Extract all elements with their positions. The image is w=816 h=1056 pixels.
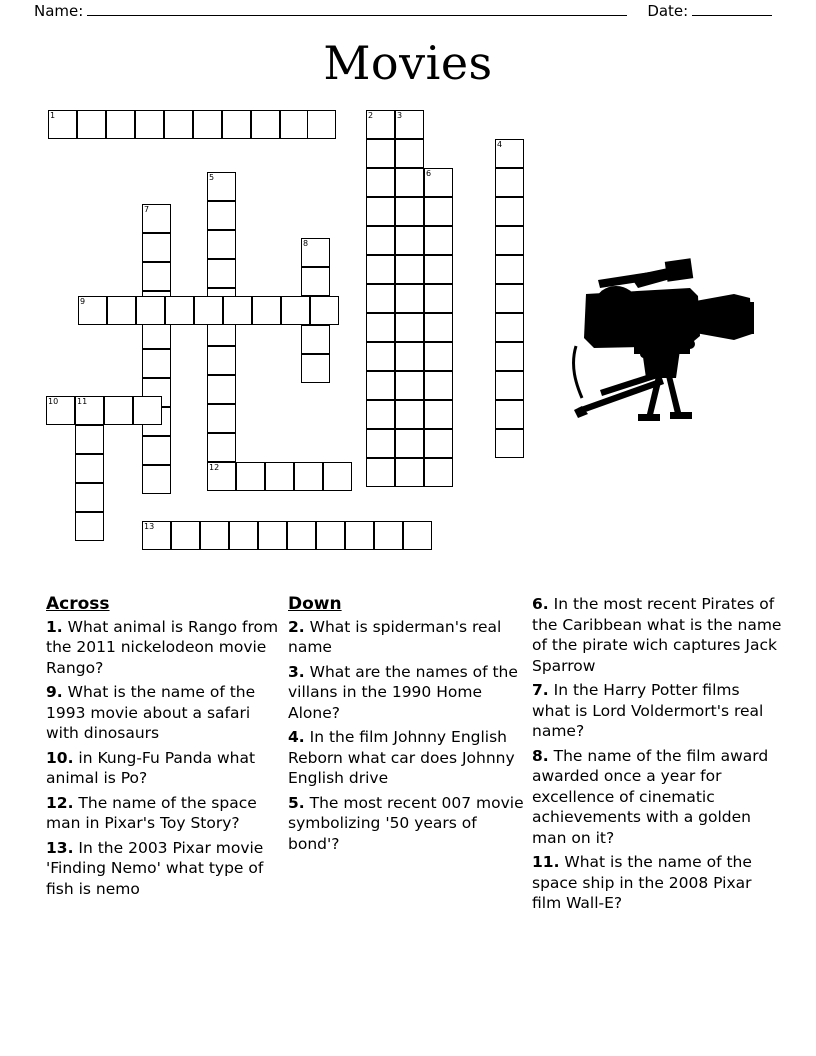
grid-cell[interactable] — [366, 429, 395, 458]
grid-cell-number: 4 — [497, 140, 503, 149]
grid-cell[interactable] — [164, 110, 193, 139]
grid-cell[interactable] — [142, 262, 171, 291]
grid-cell[interactable] — [301, 354, 330, 383]
clue-text: What is spiderman's real name — [288, 617, 502, 656]
grid-cell[interactable] — [395, 168, 424, 197]
grid-cell[interactable] — [395, 284, 424, 313]
grid-cell-number: 5 — [209, 173, 215, 182]
grid-cell[interactable] — [301, 267, 330, 296]
clue-number: 8. — [532, 746, 549, 765]
grid-cell[interactable] — [236, 462, 265, 491]
grid-cell[interactable] — [366, 284, 395, 313]
grid-cell[interactable] — [252, 296, 281, 325]
clue-text: in Kung-Fu Panda what animal is Po? — [46, 748, 256, 787]
grid-cell-number: 12 — [209, 463, 220, 472]
across-column — [46, 594, 282, 903]
grid-cell[interactable] — [345, 521, 374, 550]
grid-cell[interactable] — [424, 400, 453, 429]
grid-cell[interactable] — [280, 110, 309, 139]
grid-cell[interactable] — [395, 197, 424, 226]
grid-cell[interactable] — [495, 226, 524, 255]
grid-cell[interactable] — [424, 226, 453, 255]
grid-cell[interactable] — [207, 375, 236, 404]
grid-cell[interactable] — [395, 255, 424, 284]
grid-cell[interactable] — [193, 110, 222, 139]
clue-number: 2. — [288, 617, 305, 636]
grid-cell[interactable] — [395, 400, 424, 429]
grid-cell[interactable] — [366, 197, 395, 226]
clue-text: What is the name of the space ship in the 2008 Pixar film Wall-E? — [532, 853, 752, 912]
clue-number: 4. — [288, 728, 305, 746]
grid-cell[interactable] — [294, 462, 323, 491]
grid-cell-numbered-13[interactable] — [142, 521, 171, 550]
grid-cell[interactable] — [495, 429, 524, 458]
grid-cell-number: 13 — [144, 522, 155, 531]
grid-cell[interactable] — [75, 425, 104, 454]
grid-cell[interactable] — [495, 255, 524, 284]
grid-cell[interactable] — [75, 483, 104, 512]
grid-cell-numbered-12[interactable] — [207, 462, 236, 491]
grid-cell[interactable] — [316, 521, 345, 550]
movie-camera-illustration — [538, 258, 766, 434]
grid-cell[interactable] — [366, 342, 395, 371]
date-label: Date: — [647, 2, 689, 20]
grid-cell[interactable] — [251, 110, 280, 139]
grid-cell[interactable] — [207, 259, 236, 288]
clue-number: 12. — [46, 793, 74, 812]
grid-cell[interactable] — [223, 296, 252, 325]
grid-cell-numbered-1[interactable] — [48, 110, 77, 139]
grid-cell[interactable] — [77, 110, 106, 139]
grid-cell[interactable] — [229, 521, 258, 550]
grid-cell[interactable] — [366, 371, 395, 400]
grid-cell-numbered-4[interactable] — [495, 139, 524, 168]
grid-cell-number: 7 — [144, 205, 150, 214]
grid-cell-number: 1 — [50, 111, 56, 120]
clue-number: 13. — [46, 838, 74, 857]
grid-cell-numbered-11[interactable] — [75, 396, 104, 425]
grid-cell[interactable] — [207, 404, 236, 433]
grid-cell[interactable] — [200, 521, 229, 550]
grid-cell-number: 3 — [397, 111, 403, 120]
grid-cell[interactable] — [366, 168, 395, 197]
clues-area — [46, 594, 782, 964]
grid-cell[interactable] — [307, 110, 336, 139]
grid-cell[interactable] — [395, 139, 424, 168]
grid-cell[interactable] — [495, 371, 524, 400]
grid-cell[interactable] — [207, 201, 236, 230]
clue-down-3 — [288, 662, 528, 724]
grid-cell[interactable] — [424, 342, 453, 371]
grid-cell-number: 11 — [77, 397, 88, 406]
across-heading: Across — [46, 594, 110, 614]
grid-cell[interactable] — [495, 313, 524, 342]
grid-cell[interactable] — [171, 521, 200, 550]
grid-cell-number: 9 — [80, 297, 86, 306]
grid-cell[interactable] — [107, 296, 136, 325]
grid-cell[interactable] — [395, 458, 424, 487]
grid-cell-numbered-8[interactable] — [301, 238, 330, 267]
clue-text: What is the name of the 1993 movie about a safari with dinosaurs — [46, 683, 256, 742]
grid-cell[interactable] — [495, 168, 524, 197]
clue-text: In the 2003 Pixar movie 'Finding Nemo' what type of fish is nemo — [46, 838, 264, 898]
clue-down-6 — [532, 594, 782, 676]
grid-cell[interactable] — [207, 433, 236, 462]
clue-number: 11. — [532, 853, 560, 871]
clue-down-4 — [288, 727, 528, 789]
clue-text: What are the names of the villans in the 1990 Home Alone? — [288, 662, 518, 722]
grid-cell-number: 2 — [368, 111, 374, 120]
grid-cell-numbered-9[interactable] — [78, 296, 107, 325]
grid-cell[interactable] — [395, 313, 424, 342]
grid-cell[interactable] — [104, 396, 133, 425]
down-heading: Down — [288, 594, 342, 614]
grid-cell[interactable] — [75, 512, 104, 541]
grid-cell[interactable] — [366, 255, 395, 284]
grid-cell-numbered-5[interactable] — [207, 172, 236, 201]
grid-cell[interactable] — [424, 197, 453, 226]
grid-cell[interactable] — [222, 110, 251, 139]
page-title: Movies — [323, 36, 493, 90]
clue-across-9 — [46, 682, 282, 744]
clue-across-10 — [46, 748, 282, 789]
down-column-continued — [532, 594, 782, 918]
grid-cell[interactable] — [75, 454, 104, 483]
grid-cell[interactable] — [395, 429, 424, 458]
grid-cell-numbered-3[interactable] — [395, 110, 424, 139]
grid-cell[interactable] — [374, 521, 403, 550]
grid-cell[interactable] — [366, 139, 395, 168]
grid-cell[interactable] — [366, 458, 395, 487]
grid-cell-numbered-10[interactable] — [46, 396, 75, 425]
clue-text: In the most recent Pirates of the Caribbean what is the name of the pirate wich captures Jack Sparrow — [532, 595, 782, 675]
clue-across-12 — [46, 793, 282, 834]
clue-number: 7. — [532, 681, 549, 699]
grid-cell[interactable] — [310, 296, 339, 325]
grid-cell-numbered-7[interactable] — [142, 204, 171, 233]
grid-cell[interactable] — [424, 255, 453, 284]
grid-cell-numbered-2[interactable] — [366, 110, 395, 139]
grid-cell[interactable] — [265, 462, 294, 491]
name-label: Name: — [34, 2, 84, 20]
grid-cell[interactable] — [424, 458, 453, 487]
clue-text: The name of the film award awarded once a year for excellence of cinematic achievements with a golden man on it? — [532, 746, 769, 847]
grid-cell[interactable] — [495, 400, 524, 429]
clue-text: What animal is Rango from the 2011 nickelodeon movie Rango? — [46, 617, 279, 677]
grid-cell[interactable] — [207, 230, 236, 259]
grid-cell[interactable] — [194, 296, 223, 325]
grid-cell[interactable] — [287, 521, 316, 550]
grid-cell-numbered-6[interactable] — [424, 168, 453, 197]
grid-cell[interactable] — [424, 429, 453, 458]
clue-number: 3. — [288, 662, 305, 681]
grid-cell[interactable] — [424, 313, 453, 342]
grid-cell[interactable] — [495, 197, 524, 226]
clue-across-1 — [46, 617, 282, 679]
grid-cell[interactable] — [366, 400, 395, 429]
grid-cell-number: 10 — [48, 397, 59, 406]
clue-across-13 — [46, 838, 282, 900]
grid-cell[interactable] — [395, 342, 424, 371]
clue-number: 5. — [288, 793, 305, 812]
grid-cell[interactable] — [281, 296, 310, 325]
grid-cell[interactable] — [395, 371, 424, 400]
grid-cell[interactable] — [135, 110, 164, 139]
grid-cell[interactable] — [142, 436, 171, 465]
clue-down-11 — [532, 852, 782, 914]
grid-cell[interactable] — [366, 226, 395, 255]
clue-text: The name of the space man in Pixar's Toy Story? — [46, 793, 257, 832]
grid-cell[interactable] — [403, 521, 432, 550]
grid-cell[interactable] — [424, 284, 453, 313]
grid-cell[interactable] — [395, 226, 424, 255]
clue-down-8 — [532, 746, 782, 849]
clue-down-7 — [532, 680, 782, 742]
grid-cell[interactable] — [165, 296, 194, 325]
down-column — [288, 594, 528, 858]
clue-down-2 — [288, 617, 528, 658]
grid-cell-number: 6 — [426, 169, 432, 178]
clue-number: 9. — [46, 683, 63, 701]
grid-cell[interactable] — [323, 462, 352, 491]
grid-cell[interactable] — [258, 521, 287, 550]
grid-cell[interactable] — [301, 325, 330, 354]
clue-number: 6. — [532, 595, 549, 613]
grid-cell-number: 8 — [303, 239, 309, 248]
clue-text: In the film Johnny English Reborn what car does Johnny English drive — [288, 728, 515, 787]
clue-number: 10. — [46, 748, 74, 767]
grid-cell[interactable] — [495, 342, 524, 371]
clue-number: 1. — [46, 617, 63, 636]
grid-cell[interactable] — [424, 371, 453, 400]
grid-cell[interactable] — [495, 284, 524, 313]
grid-cell[interactable] — [207, 346, 236, 375]
grid-cell[interactable] — [136, 296, 165, 325]
clue-down-5 — [288, 793, 528, 855]
grid-cell[interactable] — [106, 110, 135, 139]
clue-text: In the Harry Potter films what is Lord Voldermort's real name? — [532, 681, 764, 740]
grid-cell[interactable] — [142, 349, 171, 378]
grid-cell[interactable] — [366, 313, 395, 342]
clue-text: The most recent 007 movie symbolizing '50 years of bond'? — [288, 793, 524, 853]
grid-cell[interactable] — [142, 233, 171, 262]
grid-cell[interactable] — [133, 396, 162, 425]
grid-cell[interactable] — [142, 465, 171, 494]
